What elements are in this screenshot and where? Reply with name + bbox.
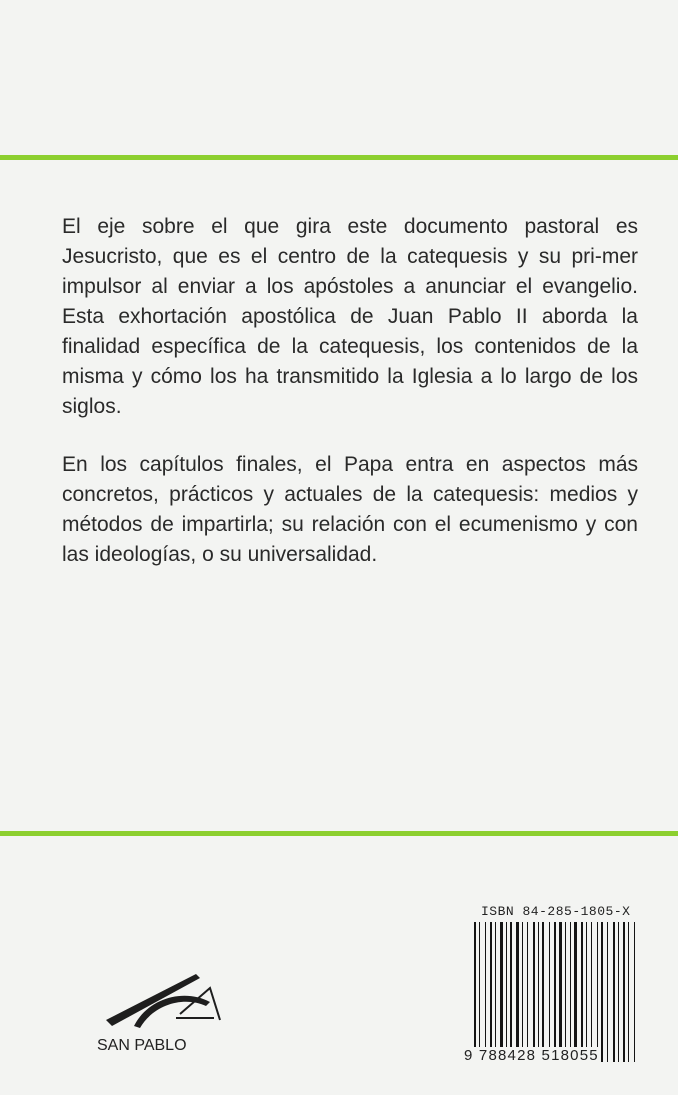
blurb-paragraph-2: En los capítulos finales, el Papa entra en aspectos más concretos, prácticos y actuales de la catequesis: medios y métodos de impartirla; su relación con el ecumenismo y con las ideologías, o su universalidad. — [62, 453, 638, 566]
san-pablo-logo-icon — [88, 968, 228, 1038]
barcode-digits: 9 788428 518055 — [464, 1047, 599, 1064]
isbn-label: ISBN 84-285-1805-X — [481, 904, 631, 919]
back-cover-blurb — [62, 212, 638, 570]
publisher-name: SAN PABLO — [97, 1037, 187, 1054]
bottom-green-rule — [0, 831, 678, 836]
blurb-paragraph-1: El eje sobre el que gira este documento pastoral es Jesucristo, que es el centro de la catequesis y su pri-mer impulsor al enviar a los apóstoles a anunciar el evangelio. Esta exhortación apostólica de Juan Pablo II aborda la finalidad específica de la catequesis, los contenidos de la misma y cómo los ha transmitido la Iglesia a lo largo de los siglos. — [62, 215, 638, 418]
top-green-rule — [0, 155, 678, 160]
barcode — [470, 922, 640, 1067]
